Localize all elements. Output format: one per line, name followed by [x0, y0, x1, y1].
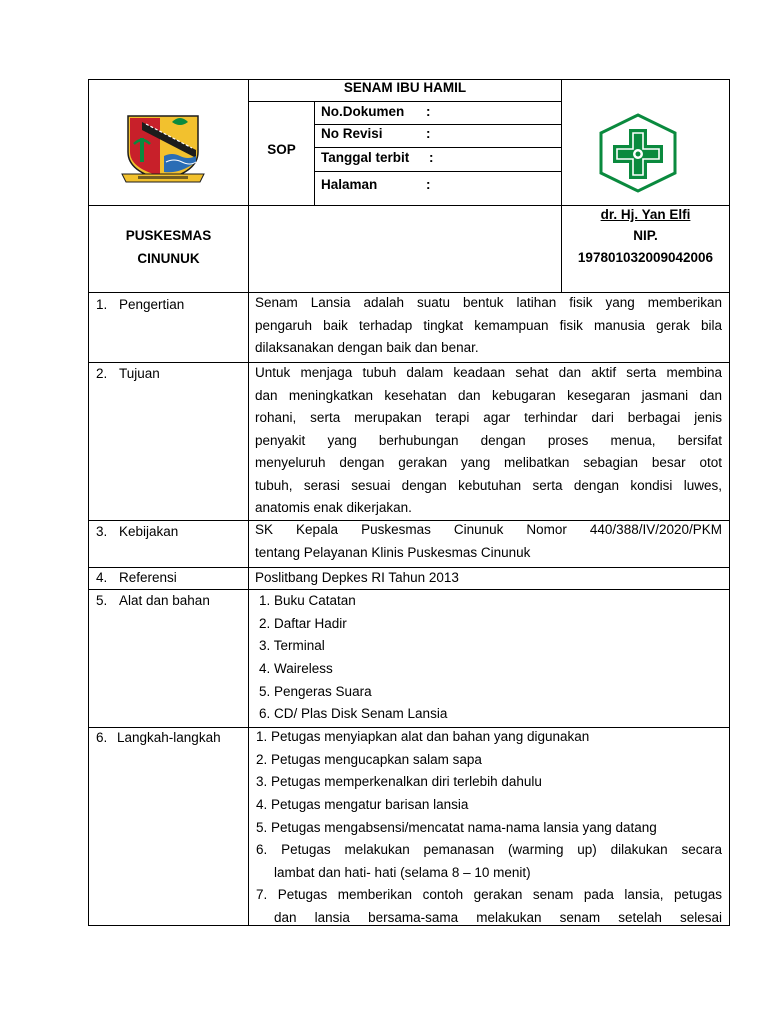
right-logo [597, 113, 679, 193]
section-title: Langkah-langkah [117, 730, 221, 745]
list-item-line: lambat dan hati- hati (selama 8 – 10 menit) [274, 864, 531, 880]
list-item-line: 7. Petugas memberikan contoh gerakan senam pada lansia, petugas [256, 887, 722, 902]
divider [314, 101, 315, 205]
list-item-line: 6. Petugas melakukan pemanasan (warming up) dilakukan secara [256, 842, 722, 857]
content-line: Untuk menjaga tubuh dalam keadaan sehat dan aktif serta membina [255, 365, 722, 380]
org-name-line2: CINUNUK [137, 251, 200, 266]
section-title: Referensi [119, 570, 177, 585]
section-number: 2. [96, 366, 108, 381]
divider [314, 171, 561, 172]
content-line: Senam Lansia adalah suatu bentuk latihan fisik yang memberikan [255, 295, 722, 310]
org-name-line1: PUSKESMAS [125, 228, 212, 243]
content-line: tubuh, serasi sesuai dengan kebutuhan serta dengan kondisi luwes, [255, 477, 722, 493]
content-line: tentang Pelayanan Klinis Puskesmas Cinunuk [255, 544, 531, 560]
divider [248, 101, 561, 102]
section-title: Tujuan [119, 366, 160, 381]
section-number: 3. [96, 524, 108, 539]
field-halaman-label: Halaman [321, 177, 378, 192]
puskesmas-cross-icon [597, 113, 679, 193]
field-no-dokumen-colon: : [426, 104, 431, 119]
divider [88, 567, 730, 568]
content-line: menyeluruh dengan gerakan yang melibatkan sebagian besar otot [255, 455, 722, 470]
section-content [255, 292, 722, 360]
content-line: dan meningkatkan kesehatan dan kebugaran kesegaran jasmani dan [255, 387, 722, 403]
table-border-left [88, 79, 89, 926]
divider [314, 147, 561, 148]
nip-number: 197801032009042006 [577, 250, 714, 265]
field-tanggal-terbit-label: Tanggal terbit [321, 150, 410, 165]
section-content: Poslitbang Depkes RI Tahun 2013 [255, 570, 459, 585]
content-line: pengaruh baik terhadap tingkat kemampuan fisik manusia gerak bila [255, 317, 722, 333]
section-number: 4. [96, 570, 108, 585]
content-line: penyakit yang berhubungan dengan proses menua, bersifat [255, 432, 722, 448]
document-title: SENAM IBU HAMIL [343, 80, 467, 95]
section-content [255, 519, 722, 564]
content-line: anatomis enak dikerjakan. [255, 500, 412, 515]
list-item: 1. Buku Catatan [259, 593, 356, 608]
list-item: 2. Petugas mengucapkan salam sapa [256, 751, 482, 767]
list-item: 2. Daftar Hadir [259, 615, 347, 631]
list-item: 3. Petugas memperkenalkan diri terlebih dahulu [256, 774, 542, 790]
divider [248, 79, 249, 926]
content-line: dilaksanakan dengan baik dan benar. [255, 340, 479, 355]
section-title: Kebijakan [119, 524, 179, 539]
list-item: 1. Petugas menyiapkan alat dan bahan yang digunakan [256, 729, 590, 744]
list-item-line: dan lansia bersama-sama melakukan senam setelah selesai [274, 909, 722, 925]
signer-name: dr. Hj. Yan Elfi [600, 207, 691, 222]
section-number: 1. [96, 297, 108, 312]
section-title: Alat dan bahan [119, 593, 210, 608]
regency-crest-icon [116, 110, 210, 186]
step-7 [256, 884, 722, 929]
field-no-revisi-label: No Revisi [321, 126, 383, 141]
section-title: Pengertian [119, 297, 185, 312]
section-number: 5. [96, 593, 108, 608]
step-6 [256, 839, 722, 884]
field-halaman-colon: : [426, 177, 431, 192]
list-item: 4. Petugas mengatur barisan lansia [256, 797, 469, 813]
equipment-list [259, 590, 447, 726]
sop-label: SOP [267, 142, 296, 157]
content-line: rohani, serta merupakan terapi agar terhindar dari berbagai jenis [255, 410, 722, 425]
list-item: 6. CD/ Plas Disk Senam Lansia [259, 706, 448, 722]
list-item: 3. Terminal [259, 638, 325, 654]
list-item: 4. Waireless [259, 661, 333, 677]
content-line: SK Kepala Puskesmas Cinunuk Nomor 440/388/IV/2020/PKM [255, 522, 722, 537]
field-no-dokumen-label: No.Dokumen [321, 104, 405, 119]
divider [88, 205, 730, 206]
nip-label: NIP. [633, 228, 658, 243]
field-no-revisi-colon: : [426, 126, 431, 141]
steps-list [256, 726, 657, 839]
section-content [255, 362, 722, 520]
table-border-right [729, 79, 730, 926]
section-number: 6. [96, 730, 108, 745]
field-tanggal-terbit-colon: : [429, 150, 434, 165]
list-item: 5. Pengeras Suara [259, 683, 372, 699]
left-logo [116, 110, 210, 186]
divider [314, 124, 561, 125]
list-item: 5. Petugas mengabsensi/mencatat nama-nama lansia yang datang [256, 819, 657, 835]
